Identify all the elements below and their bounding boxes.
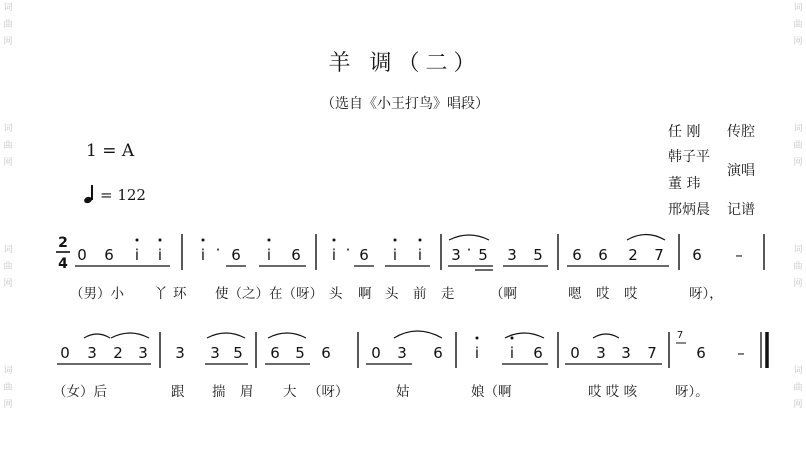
watermark-char: 曲 xyxy=(793,141,803,151)
note: i xyxy=(331,246,337,264)
note: 3 xyxy=(621,344,631,362)
lyric: 头 xyxy=(385,286,399,302)
watermark-char: 曲 xyxy=(3,383,13,393)
line1-octave-dots xyxy=(136,239,422,242)
lyric: 走 xyxy=(441,286,455,302)
watermark-char: 网 xyxy=(3,279,13,289)
note: 5 xyxy=(295,344,305,362)
watermark-char: 曲 xyxy=(793,262,803,272)
lyric: 娘（啊 xyxy=(471,384,512,400)
note: 6 xyxy=(231,246,241,264)
watermark-char: 词 xyxy=(793,124,803,134)
note: 6 xyxy=(692,246,702,264)
watermark-char: 网 xyxy=(793,279,803,289)
dot: · xyxy=(466,241,472,259)
note: 6 xyxy=(572,246,582,264)
watermark-char: 曲 xyxy=(3,141,13,151)
note: 6 xyxy=(598,246,608,264)
final-barline xyxy=(761,332,767,368)
lyric: 头 xyxy=(329,286,343,302)
note: 0 xyxy=(60,344,70,362)
note: 6 xyxy=(696,344,706,362)
grace-note: 7 xyxy=(676,330,684,341)
watermark-char: 曲 xyxy=(3,262,13,272)
note: 5 xyxy=(478,246,488,264)
note: i xyxy=(266,246,272,264)
note: 3 xyxy=(451,246,461,264)
lyric: 大 xyxy=(283,384,297,400)
lyric: 跟 xyxy=(171,384,185,400)
note: 7 xyxy=(654,246,664,264)
line1-beams xyxy=(75,266,669,270)
credit-role-1: 传腔 xyxy=(727,124,755,140)
extension-dash: – xyxy=(735,246,743,264)
lyric: （女）后 xyxy=(53,384,107,400)
credit-name-4: 邢炳晨 xyxy=(668,202,710,218)
note: i xyxy=(417,246,423,264)
lyric: 前 xyxy=(413,286,427,302)
watermark-char: 词 xyxy=(793,245,803,255)
watermark-char: 网 xyxy=(793,37,803,47)
watermark-char: 词 xyxy=(3,366,13,376)
credit-name-2: 韩子平 xyxy=(668,149,710,165)
note: 0 xyxy=(371,344,381,362)
lyric: 啊 xyxy=(358,286,372,302)
key-signature: 1 = A xyxy=(86,141,135,161)
note: i xyxy=(474,344,480,362)
lyric: （男）小 xyxy=(70,286,124,302)
watermark-char: 网 xyxy=(3,37,13,47)
watermark-char: 词 xyxy=(793,3,803,13)
line1-notes xyxy=(77,241,743,264)
watermark-char: 词 xyxy=(3,245,13,255)
watermark-char: 词 xyxy=(3,124,13,134)
note: 2 xyxy=(113,344,123,362)
note: i xyxy=(134,246,140,264)
lyric: 姑 xyxy=(396,384,410,400)
watermark-char: 词 xyxy=(793,366,803,376)
note: 6 xyxy=(433,344,443,362)
lyric: 嗯 xyxy=(568,286,582,302)
note: 6 xyxy=(104,246,114,264)
time-signature-bottom: 4 xyxy=(58,256,68,272)
note: 6 xyxy=(321,344,331,362)
watermark-char: 曲 xyxy=(3,20,13,30)
lyric: 使（之）在（呀） xyxy=(215,286,323,302)
extension-dash: – xyxy=(737,344,745,362)
credit-role-2-3: 演唱 xyxy=(727,163,755,179)
note: 7 xyxy=(647,344,657,362)
time-signature-top: 2 xyxy=(58,235,68,251)
note: i xyxy=(157,246,163,264)
line2-slurs xyxy=(84,331,619,338)
note: 3 xyxy=(397,344,407,362)
credit-name-1: 任 刚 xyxy=(668,124,701,140)
note: 3 xyxy=(138,344,148,362)
lyric: 环 xyxy=(173,286,187,302)
note: i xyxy=(392,246,398,264)
lyric: 哎 xyxy=(596,286,610,302)
lyric: 呀）， xyxy=(689,286,723,302)
watermark-char: 词 xyxy=(3,3,13,13)
lyric: 哎 哎 咳 xyxy=(588,384,638,400)
credit-role-4: 记谱 xyxy=(727,202,755,218)
watermark-char: 网 xyxy=(793,400,803,410)
note: 2 xyxy=(628,246,638,264)
tempo-value: = 122 xyxy=(100,186,146,204)
line1-slurs xyxy=(449,235,665,241)
lyric: 呀）。 xyxy=(675,384,709,400)
note: 3 xyxy=(87,344,97,362)
note: 3 xyxy=(210,344,220,362)
note: 3 xyxy=(175,344,185,362)
note: 6 xyxy=(270,344,280,362)
note: i xyxy=(509,344,515,362)
note: 6 xyxy=(291,246,301,264)
note: 6 xyxy=(359,246,369,264)
note: 3 xyxy=(596,344,606,362)
score-subtitle: （选自《小王打鸟》唱段） xyxy=(321,96,489,112)
note: 0 xyxy=(77,246,87,264)
watermark-char: 曲 xyxy=(793,20,803,30)
note: 5 xyxy=(233,344,243,362)
lyric: 揣 xyxy=(212,384,226,400)
note: 5 xyxy=(533,246,543,264)
dot: · xyxy=(345,241,351,259)
lyric: （呀） xyxy=(308,384,349,400)
lyric: 丫 xyxy=(154,286,168,302)
note: 3 xyxy=(507,246,517,264)
dot: · xyxy=(215,241,221,259)
note: 0 xyxy=(570,344,580,362)
watermark-char: 网 xyxy=(3,400,13,410)
watermark-char: 曲 xyxy=(793,383,803,393)
lyric: （啊 xyxy=(490,286,517,302)
lyric: 眉 xyxy=(240,384,254,400)
watermark-char: 网 xyxy=(793,158,803,168)
watermark-char: 网 xyxy=(3,158,13,168)
credit-name-3: 董 玮 xyxy=(668,176,701,192)
note: i xyxy=(200,246,206,264)
lyric: 哎 xyxy=(624,286,638,302)
score-title: 羊 调（二） xyxy=(328,51,482,76)
line2-notes xyxy=(60,330,745,362)
note: 6 xyxy=(533,344,543,362)
